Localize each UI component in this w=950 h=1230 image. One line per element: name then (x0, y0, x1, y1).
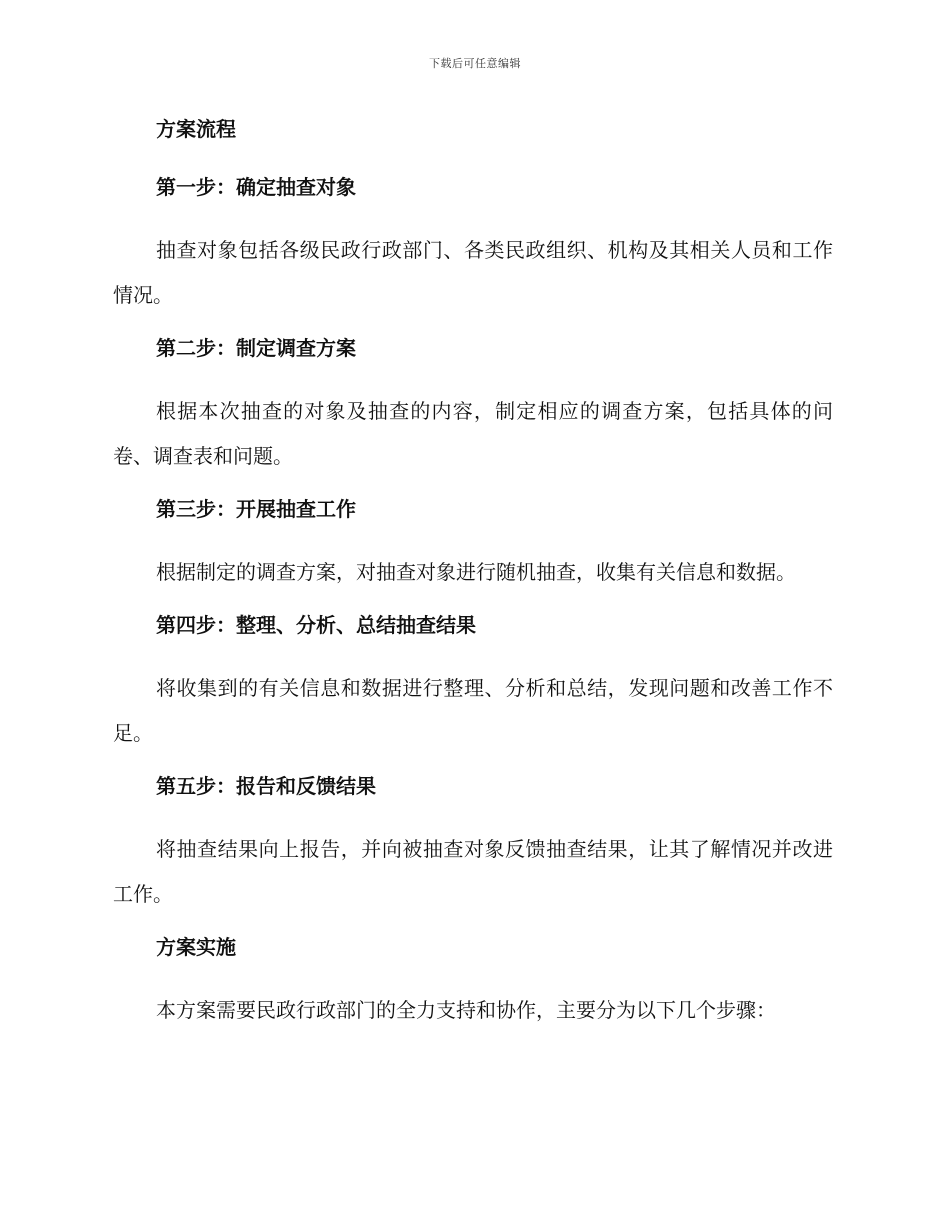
step-2-heading: 第二步：制定调查方案 (156, 336, 356, 360)
step-3-heading: 第三步：开展抽查工作 (156, 497, 356, 521)
section-heading-process: 方案流程 (156, 117, 236, 141)
document-body (113, 112, 833, 1046)
step-1-paragraph: 抽查对象包括各级民政行政部门、各类民政组织、机构及其相关人员和工作情况。 (113, 238, 833, 307)
step-5-heading: 第五步：报告和反馈结果 (156, 774, 376, 798)
step-2-paragraph: 根据本次抽查的对象及抽查的内容，制定相应的调查方案，包括具体的问卷、调查表和问题。 (113, 399, 833, 468)
implementation-paragraph: 本方案需要民政行政部门的全力支持和协作，主要分为以下几个步骤： (156, 998, 776, 1022)
step-3-paragraph: 根据制定的调查方案，对抽查对象进行随机抽查，收集有关信息和数据。 (156, 560, 796, 584)
step-1-heading: 第一步：确定抽查对象 (156, 175, 356, 199)
step-4-heading: 第四步：整理、分析、总结抽查结果 (156, 613, 476, 637)
step-5-paragraph: 将抽查结果向上报告，并向被抽查对象反馈抽查结果，让其了解情况并改进工作。 (113, 837, 833, 906)
page-header: 下载后可任意编辑 (429, 57, 521, 70)
step-4-paragraph: 将收集到的有关信息和数据进行整理、分析和总结，发现问题和改善工作不足。 (113, 676, 833, 745)
section-heading-implementation: 方案实施 (156, 935, 236, 959)
